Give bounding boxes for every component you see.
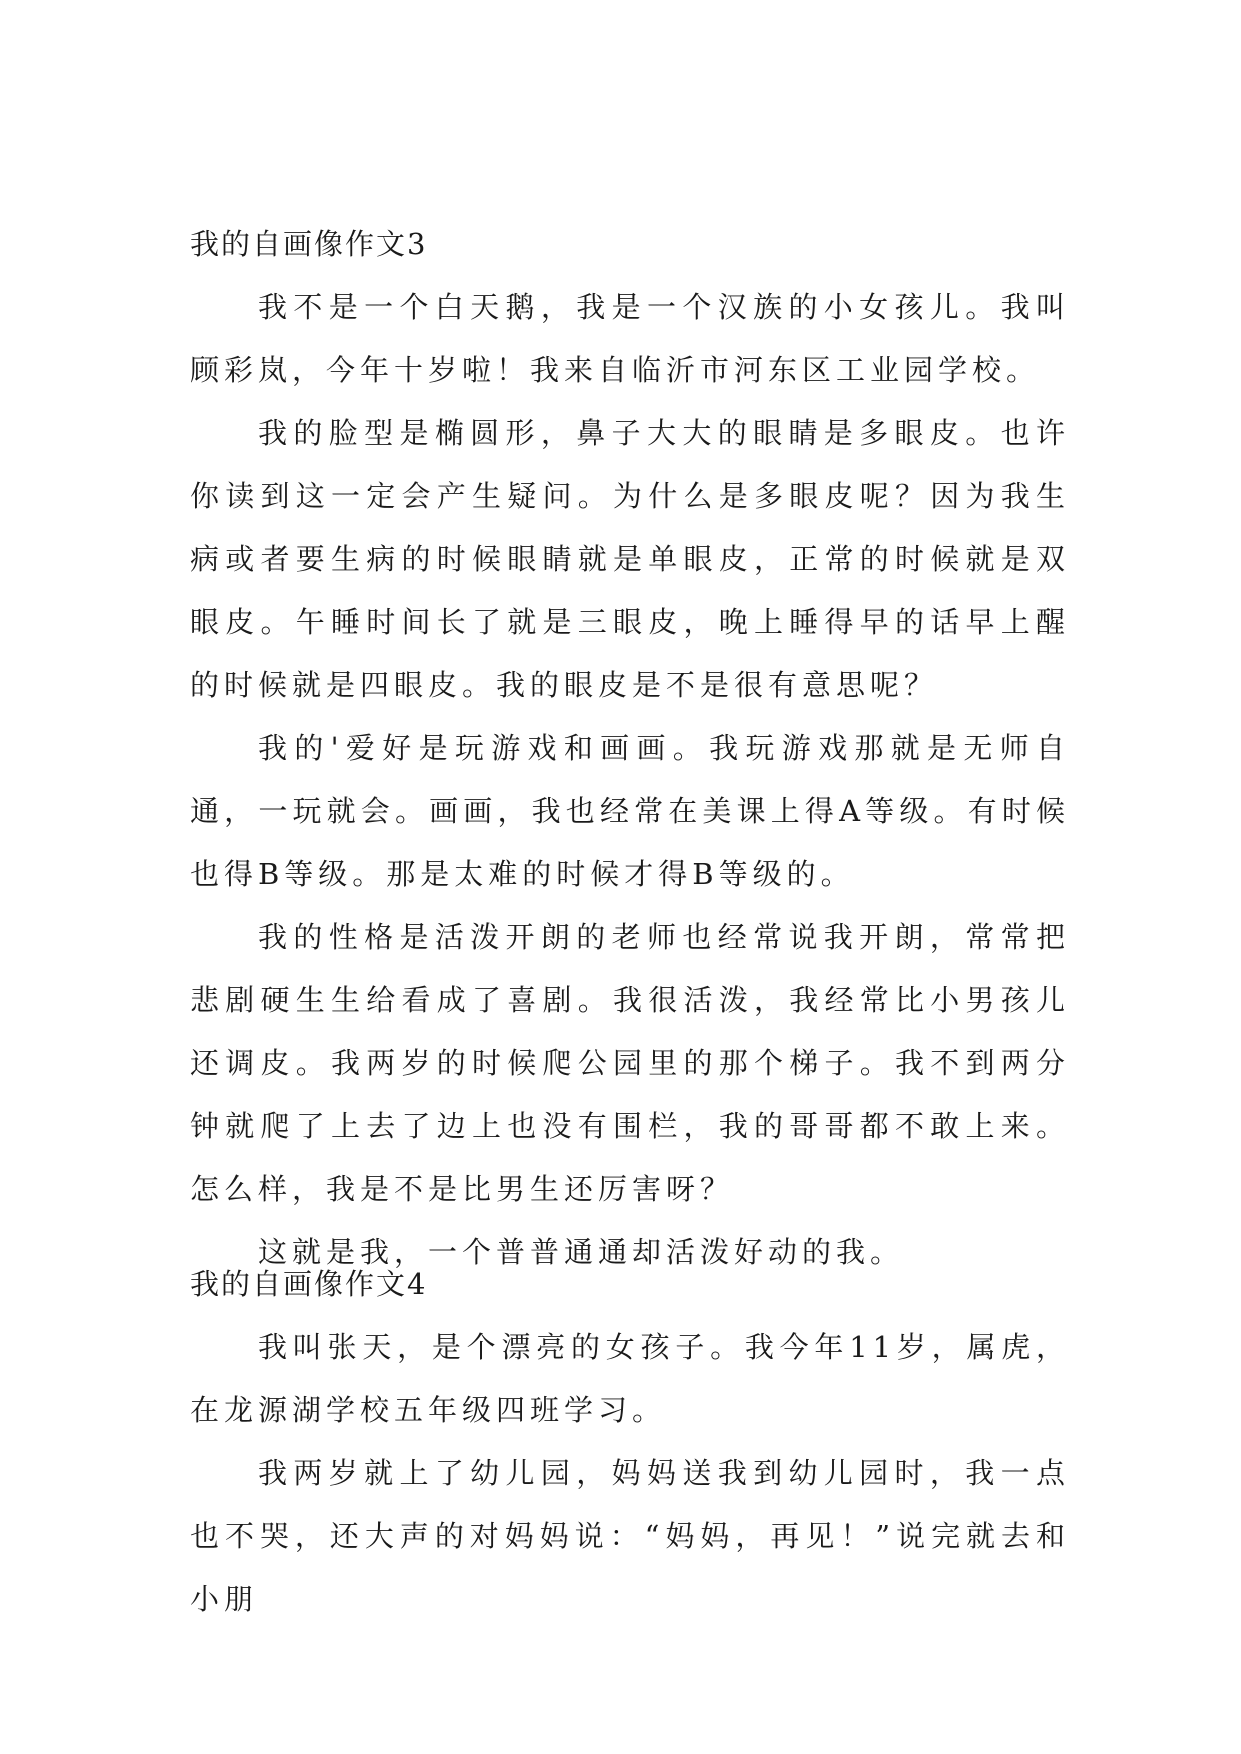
- essay-paragraph: 我的性格是活泼开朗的老师也经常说我开朗，常常把悲剧硬生生给看成了喜剧。我很活泼，我经常比小男孩儿还调皮。我两岁的时候爬公园里的那个梯子。我不到两分钟就爬了上去了边上也没有围栏，我的哥哥都不敢上来。怎么样，我是不是比男生还厉害呀？: [190, 920, 1070, 1206]
- essay-paragraph: 这就是我，一个普普通通却活泼好动的我。: [258, 1235, 905, 1269]
- essay-paragraph: 我两岁就上了幼儿园，妈妈送我到幼儿园时，我一点也不哭，还大声的对妈妈说：“妈妈，再见！”说完就去和小朋: [190, 1456, 1070, 1616]
- essay-title: 我的自画像作文3: [190, 227, 428, 261]
- essay-paragraph: 我不是一个白天鹅，我是一个汉族的小女孩儿。我叫顾彩岚，今年十岁啦！我来自临沂市河东区工业园学校。: [190, 290, 1070, 387]
- essay-title: 我的自画像作文4: [190, 1267, 428, 1301]
- essay-section-4: [190, 1253, 1070, 1631]
- essay-paragraph: 我叫张天，是个漂亮的女孩子。我今年11岁，属虎，在龙源湖学校五年级四班学习。: [190, 1330, 1070, 1427]
- essay-paragraph: 我的脸型是椭圆形，鼻子大大的眼睛是多眼皮。也许你读到这一定会产生疑问。为什么是多眼皮呢？因为我生病或者要生病的时候眼睛就是单眼皮，正常的时候就是双眼皮。午睡时间长了就是三眼皮，晚上睡得早的话早上醒的时候就是四眼皮。我的眼皮是不是很有意思呢？: [190, 416, 1070, 702]
- essay-paragraph: 我的'爱好是玩游戏和画画。我玩游戏那就是无师自通，一玩就会。画画，我也经常在美课上得A等级。有时候也得B等级。那是太难的时候才得B等级的。: [190, 731, 1070, 891]
- essay-section-3: [190, 213, 1070, 1284]
